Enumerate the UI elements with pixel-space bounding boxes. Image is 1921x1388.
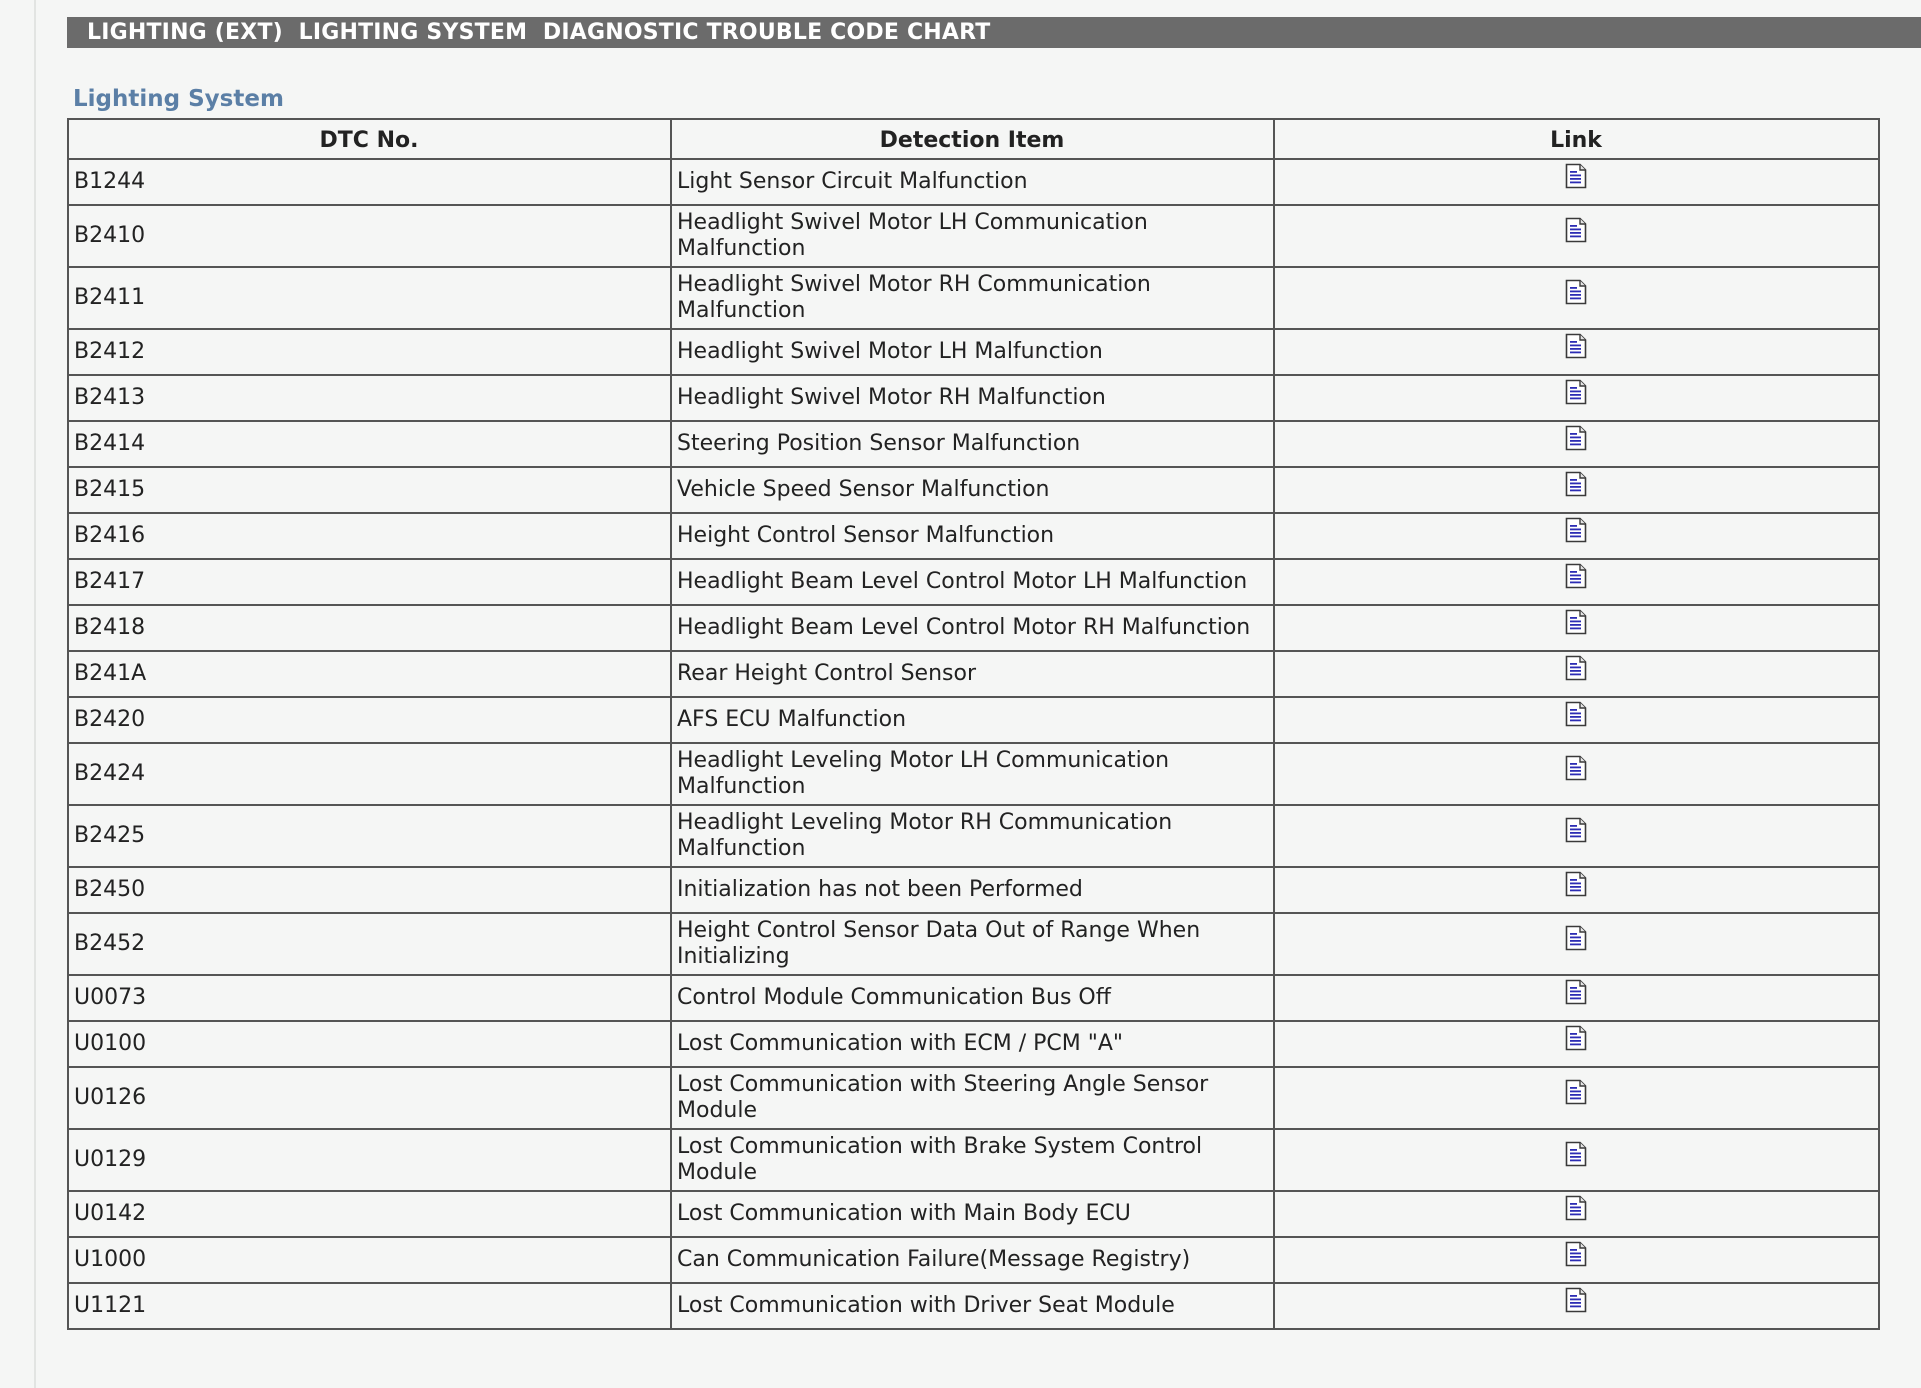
document-icon[interactable] bbox=[1565, 217, 1587, 250]
dtc-code: B2417 bbox=[68, 559, 671, 605]
detection-item: Light Sensor Circuit Malfunction bbox=[671, 159, 1274, 205]
document-icon[interactable] bbox=[1565, 979, 1587, 1012]
link-cell bbox=[1274, 1067, 1879, 1129]
dtc-code: U1000 bbox=[68, 1237, 671, 1283]
document-icon[interactable] bbox=[1565, 1079, 1587, 1112]
detection-item: Lost Communication with Steering Angle Sensor Module bbox=[671, 1067, 1274, 1129]
link-cell bbox=[1274, 267, 1879, 329]
table-row bbox=[68, 697, 1879, 743]
dtc-code: B1244 bbox=[68, 159, 671, 205]
dtc-code: B241A bbox=[68, 651, 671, 697]
dtc-code: B2413 bbox=[68, 375, 671, 421]
document-icon[interactable] bbox=[1565, 1195, 1587, 1228]
link-cell bbox=[1274, 913, 1879, 975]
detection-item: Headlight Swivel Motor RH Communication Malfunction bbox=[671, 267, 1274, 329]
document-icon[interactable] bbox=[1565, 1025, 1587, 1058]
document-icon[interactable] bbox=[1565, 279, 1587, 312]
left-divider bbox=[34, 0, 36, 1388]
column-header-dtc: DTC No. bbox=[68, 119, 671, 159]
document-icon[interactable] bbox=[1565, 755, 1587, 788]
detection-item: Lost Communication with Brake System Control Module bbox=[671, 1129, 1274, 1191]
table-body bbox=[68, 159, 1879, 1329]
link-cell bbox=[1274, 1191, 1879, 1237]
dtc-code: U0126 bbox=[68, 1067, 671, 1129]
section-heading: Lighting System bbox=[73, 86, 284, 112]
table-row bbox=[68, 867, 1879, 913]
dtc-code: B2411 bbox=[68, 267, 671, 329]
dtc-code: B2420 bbox=[68, 697, 671, 743]
link-cell bbox=[1274, 329, 1879, 375]
dtc-code: U0073 bbox=[68, 975, 671, 1021]
table-row bbox=[68, 1129, 1879, 1191]
detection-item: Height Control Sensor Malfunction bbox=[671, 513, 1274, 559]
link-cell bbox=[1274, 159, 1879, 205]
table-row bbox=[68, 205, 1879, 267]
page-title: LIGHTING (EXT) LIGHTING SYSTEM DIAGNOSTIC TROUBLE CODE CHART bbox=[67, 17, 1921, 48]
document-icon[interactable] bbox=[1565, 925, 1587, 958]
table-row bbox=[68, 329, 1879, 375]
detection-item: Headlight Leveling Motor LH Communication Malfunction bbox=[671, 743, 1274, 805]
link-cell bbox=[1274, 1237, 1879, 1283]
table-row bbox=[68, 559, 1879, 605]
document-icon[interactable] bbox=[1565, 563, 1587, 596]
link-cell bbox=[1274, 1129, 1879, 1191]
link-cell bbox=[1274, 205, 1879, 267]
dtc-code: B2425 bbox=[68, 805, 671, 867]
link-cell bbox=[1274, 513, 1879, 559]
dtc-table bbox=[67, 118, 1880, 1330]
dtc-code: B2412 bbox=[68, 329, 671, 375]
document-icon[interactable] bbox=[1565, 701, 1587, 734]
detection-item: AFS ECU Malfunction bbox=[671, 697, 1274, 743]
dtc-code: B2414 bbox=[68, 421, 671, 467]
detection-item: Height Control Sensor Data Out of Range When Initializing bbox=[671, 913, 1274, 975]
table-row bbox=[68, 375, 1879, 421]
link-cell bbox=[1274, 867, 1879, 913]
detection-item: Can Communication Failure(Message Registry) bbox=[671, 1237, 1274, 1283]
dtc-code: B2450 bbox=[68, 867, 671, 913]
detection-item: Vehicle Speed Sensor Malfunction bbox=[671, 467, 1274, 513]
detection-item: Headlight Beam Level Control Motor RH Malfunction bbox=[671, 605, 1274, 651]
dtc-code: U0100 bbox=[68, 1021, 671, 1067]
document-icon[interactable] bbox=[1565, 379, 1587, 412]
link-cell bbox=[1274, 743, 1879, 805]
detection-item: Lost Communication with Driver Seat Module bbox=[671, 1283, 1274, 1329]
document-icon[interactable] bbox=[1565, 871, 1587, 904]
document-icon[interactable] bbox=[1565, 163, 1587, 196]
detection-item: Rear Height Control Sensor bbox=[671, 651, 1274, 697]
detection-item: Headlight Swivel Motor LH Communication Malfunction bbox=[671, 205, 1274, 267]
link-cell bbox=[1274, 421, 1879, 467]
link-cell bbox=[1274, 697, 1879, 743]
table-row bbox=[68, 975, 1879, 1021]
detection-item: Lost Communication with ECM / PCM "A" bbox=[671, 1021, 1274, 1067]
detection-item: Headlight Leveling Motor RH Communication Malfunction bbox=[671, 805, 1274, 867]
link-cell bbox=[1274, 1283, 1879, 1329]
table-header-row bbox=[68, 119, 1879, 159]
dtc-code: B2416 bbox=[68, 513, 671, 559]
table-row bbox=[68, 1237, 1879, 1283]
link-cell bbox=[1274, 467, 1879, 513]
detection-item: Initialization has not been Performed bbox=[671, 867, 1274, 913]
link-cell bbox=[1274, 375, 1879, 421]
table-row bbox=[68, 743, 1879, 805]
table-row bbox=[68, 159, 1879, 205]
dtc-code: B2452 bbox=[68, 913, 671, 975]
table-row bbox=[68, 1283, 1879, 1329]
detection-item: Headlight Beam Level Control Motor LH Malfunction bbox=[671, 559, 1274, 605]
dtc-code: U1121 bbox=[68, 1283, 671, 1329]
document-icon[interactable] bbox=[1565, 333, 1587, 366]
dtc-code: U0129 bbox=[68, 1129, 671, 1191]
column-header-detection-item: Detection Item bbox=[671, 119, 1274, 159]
table-row bbox=[68, 421, 1879, 467]
detection-item: Control Module Communication Bus Off bbox=[671, 975, 1274, 1021]
table-row bbox=[68, 651, 1879, 697]
link-cell bbox=[1274, 559, 1879, 605]
detection-item: Headlight Swivel Motor LH Malfunction bbox=[671, 329, 1274, 375]
document-icon[interactable] bbox=[1565, 471, 1587, 504]
column-header-link: Link bbox=[1274, 119, 1879, 159]
document-icon[interactable] bbox=[1565, 517, 1587, 550]
document-icon[interactable] bbox=[1565, 1241, 1587, 1274]
table-row bbox=[68, 1191, 1879, 1237]
link-cell bbox=[1274, 975, 1879, 1021]
detection-item: Headlight Swivel Motor RH Malfunction bbox=[671, 375, 1274, 421]
detection-item: Steering Position Sensor Malfunction bbox=[671, 421, 1274, 467]
document-icon[interactable] bbox=[1565, 1287, 1587, 1320]
document-icon[interactable] bbox=[1565, 425, 1587, 458]
table-row bbox=[68, 605, 1879, 651]
table-row bbox=[68, 913, 1879, 975]
dtc-code: B2418 bbox=[68, 605, 671, 651]
dtc-code: B2410 bbox=[68, 205, 671, 267]
document-icon[interactable] bbox=[1565, 609, 1587, 642]
link-cell bbox=[1274, 1021, 1879, 1067]
dtc-code: U0142 bbox=[68, 1191, 671, 1237]
document-icon[interactable] bbox=[1565, 817, 1587, 850]
table-row bbox=[68, 513, 1879, 559]
dtc-code: B2415 bbox=[68, 467, 671, 513]
document-icon[interactable] bbox=[1565, 655, 1587, 688]
table-row bbox=[68, 1067, 1879, 1129]
link-cell bbox=[1274, 651, 1879, 697]
detection-item: Lost Communication with Main Body ECU bbox=[671, 1191, 1274, 1237]
document-icon[interactable] bbox=[1565, 1141, 1587, 1174]
table-row bbox=[68, 805, 1879, 867]
table-row bbox=[68, 467, 1879, 513]
table-row bbox=[68, 267, 1879, 329]
link-cell bbox=[1274, 605, 1879, 651]
table-row bbox=[68, 1021, 1879, 1067]
link-cell bbox=[1274, 805, 1879, 867]
dtc-code: B2424 bbox=[68, 743, 671, 805]
